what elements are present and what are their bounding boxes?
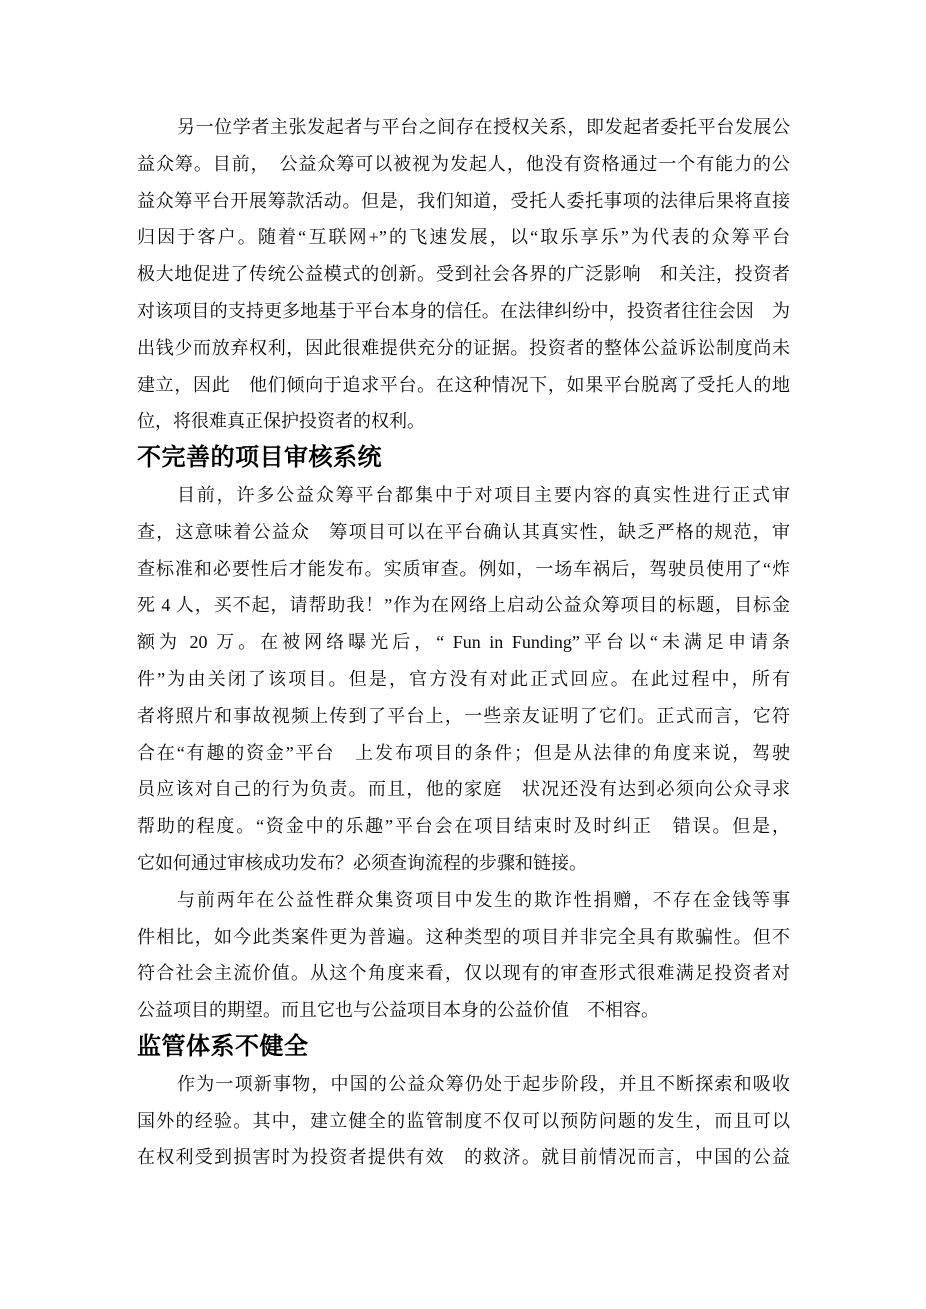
text-line: 帮助的程度。“资金中的乐趣”平台会在项目结束时及时纠正 错误。但是， — [137, 816, 790, 837]
paragraph — [137, 1066, 790, 1176]
text-line: 件相比，如今此类案件更为普遍。这种类型的项目并非完全具有欺骗性。但不 — [137, 926, 790, 947]
text-line: 公益项目的期望。而且它也与公益项目本身的公益价值 不相容。 — [137, 1000, 659, 1021]
text-line: 国外的经验。其中，建立健全的监管制度不仅可以预防问题的发生，而且可以 — [137, 1110, 790, 1131]
text-line: 符合社会主流价值。从这个角度来看，仅以现有的审查形式很难满足投资者对 — [137, 963, 790, 984]
paragraph — [137, 109, 790, 440]
paragraph — [137, 882, 790, 1029]
text-line: 合在“有趣的资金”平台 上发布项目的条件；但是从法律的角度来说，驾驶 — [137, 742, 790, 763]
text-line: 位，将很难真正保护投资者的权利。 — [137, 411, 425, 432]
text-line: 作为一项新事物，中国的公益众筹仍处于起步阶段，并且不断探索和吸收 — [177, 1073, 790, 1094]
text-line: 建立，因此 他们倾向于追求平台。在这种情况下，如果平台脱离了受托人的地 — [137, 374, 790, 395]
text-line: 归因于客户。随着“互联网+”的飞速发展，以“取乐享乐”为代表的众筹平台 — [137, 227, 790, 248]
text-line: 在权利受到损害时为投资者提供有效 的救济。就目前情况而言，中国的公益 — [137, 1147, 790, 1168]
text-line: 额为 20 万。在被网络曝光后，“ Fun in Funding”平台以“未满足申请条 — [137, 632, 790, 653]
text-line: 与前两年在公益性群众集资项目中发生的欺诈性捐赠，不存在金钱等事 — [177, 889, 790, 910]
text-line: 益众筹。目前， 公益众筹可以被视为发起人，他没有资格通过一个有能力的公 — [137, 153, 790, 174]
section-heading: 监管体系不健全 — [137, 1032, 309, 1060]
text-line: 死 4 人，买不起，请帮助我！”作为在网络上启动公益众筹项目的标题，目标金 — [137, 595, 790, 616]
section-heading: 不完善的项目审核系统 — [137, 444, 382, 472]
text-line: 出钱少而放弃权利，因此很难提供充分的证据。投资者的整体公益诉讼制度尚未 — [137, 337, 790, 358]
text-line: 目前，许多公益众筹平台都集中于对项目主要内容的真实性进行正式审 — [177, 484, 790, 505]
text-line: 益众筹平台开展筹款活动。但是，我们知道，受托人委托事项的法律后果将直接 — [137, 190, 790, 211]
text-line: 另一位学者主张发起者与平台之间存在授权关系，即发起者委托平台发展公 — [177, 117, 790, 137]
text-line: 件”为由关闭了该项目。但是，官方没有对此正式回应。在此过程中，所有 — [137, 668, 790, 689]
text-line: 查标准和必要性后才能发布。实质审查。例如，一场车祸后，驾驶员使用了“炸 — [137, 558, 790, 579]
text-line: 极大地促进了传统公益模式的创新。受到社会各界的广泛影响 和关注，投资者 — [137, 264, 790, 285]
text-line: 者将照片和事故视频上传到了平台上，一些亲友证明了它们。正式而言，它符 — [137, 705, 790, 726]
text-line: 它如何通过审核成功发布？必须查询流程的步骤和链接。 — [137, 852, 587, 873]
text-line: 对该项目的支持更多地基于平台本身的信任。在法律纠纷中，投资者往往会因 为 — [137, 300, 790, 321]
text-line: 员应该对自己的行为负责。而且，他的家庭 状况还没有达到必须向公众寻求 — [137, 779, 790, 800]
paragraph — [137, 477, 790, 882]
document-body — [137, 109, 790, 1176]
text-line: 查，这意味着公益众 筹项目可以在平台确认其真实性，缺乏严格的规范，审 — [137, 521, 790, 542]
